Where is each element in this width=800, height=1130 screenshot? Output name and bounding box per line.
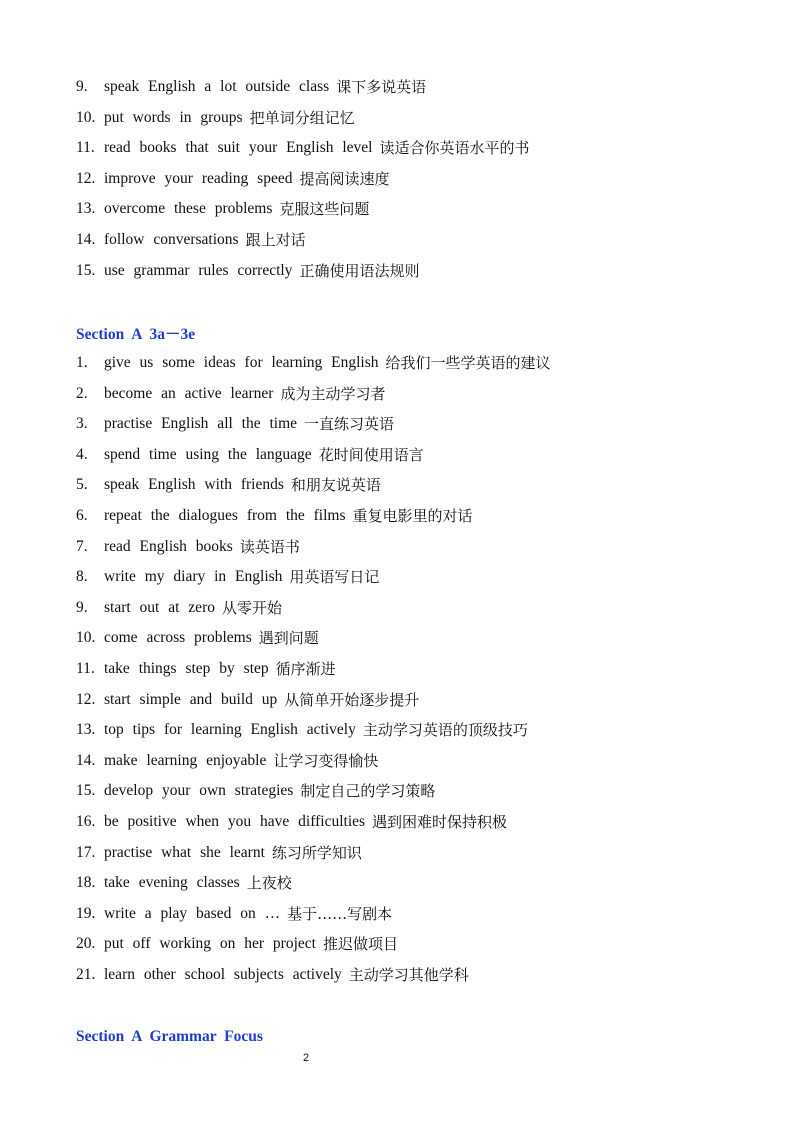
list-item: 15. use grammar rules correctly 正确使用语法规则 — [76, 261, 420, 280]
list-item: 6. repeat the dialogues from the films 重复电影里的对话 — [76, 506, 473, 525]
list-item: 1. give us some ideas for learning English 给我们一些学英语的建议 — [76, 354, 551, 372]
list-item: 9. start out at zero 从零开始 — [76, 598, 282, 617]
list-item: 3. practise English all the time 一直练习英语 — [76, 415, 395, 434]
list-item: 14. make learning enjoyable 让学习变得愉快 — [76, 751, 379, 770]
list-item: 9. speak English a lot outside class 课下多说英语 — [76, 78, 427, 96]
list-item: 7. read English books 读英语书 — [76, 537, 300, 556]
list-item: 11. read books that suit your English level 读适合你英语水平的书 — [76, 139, 530, 158]
list-item: 16. be positive when you have difficulties 遇到困难时保持积极 — [76, 812, 508, 831]
list-item: 19. write a play based on … 基于……写剧本 — [76, 904, 393, 923]
list-item: 13. top tips for learning English actively 主动学习英语的顶级技巧 — [76, 721, 528, 740]
list-item: 17. practise what she learnt 练习所学知识 — [76, 843, 362, 862]
list-item: 12. start simple and build up 从简单开始逐步提升 — [76, 690, 420, 709]
list-item: 21. learn other school subjects actively 主动学习其他学科 — [76, 965, 469, 984]
list-item: 20. put off working on her project 推迟做项目 — [76, 935, 398, 954]
phrase-list — [76, 348, 551, 990]
list-item: 8. write my diary in English 用英语写日记 — [76, 568, 380, 587]
list-item: 15. develop your own strategies 制定自己的学习策略 — [76, 782, 436, 801]
list-item: 14. follow conversations 跟上对话 — [76, 230, 306, 249]
list-item: 18. take evening classes 上夜校 — [76, 874, 292, 893]
list-item: 4. spend time using the language 花时间使用语言 — [76, 445, 424, 464]
list-item: 13. overcome these problems 克服这些问题 — [76, 200, 370, 219]
page-number: 2 — [302, 1052, 310, 1064]
list-item: 5. speak English with friends 和朋友说英语 — [76, 476, 381, 495]
list-item: 10. come across problems 遇到问题 — [76, 629, 319, 648]
list-item: 11. take things step by step 循序渐进 — [76, 659, 336, 678]
list-item: 10. put words in groups 把单词分组记忆 — [76, 108, 355, 127]
section-heading: Section A 3a－3e — [76, 326, 196, 343]
list-item: 2. become an active learner 成为主动学习者 — [76, 384, 386, 403]
list-item: 12. improve your reading speed 提高阅读速度 — [76, 169, 390, 188]
phrase-list-continued — [76, 72, 530, 286]
section-heading: Section A Grammar Focus — [76, 1028, 263, 1045]
